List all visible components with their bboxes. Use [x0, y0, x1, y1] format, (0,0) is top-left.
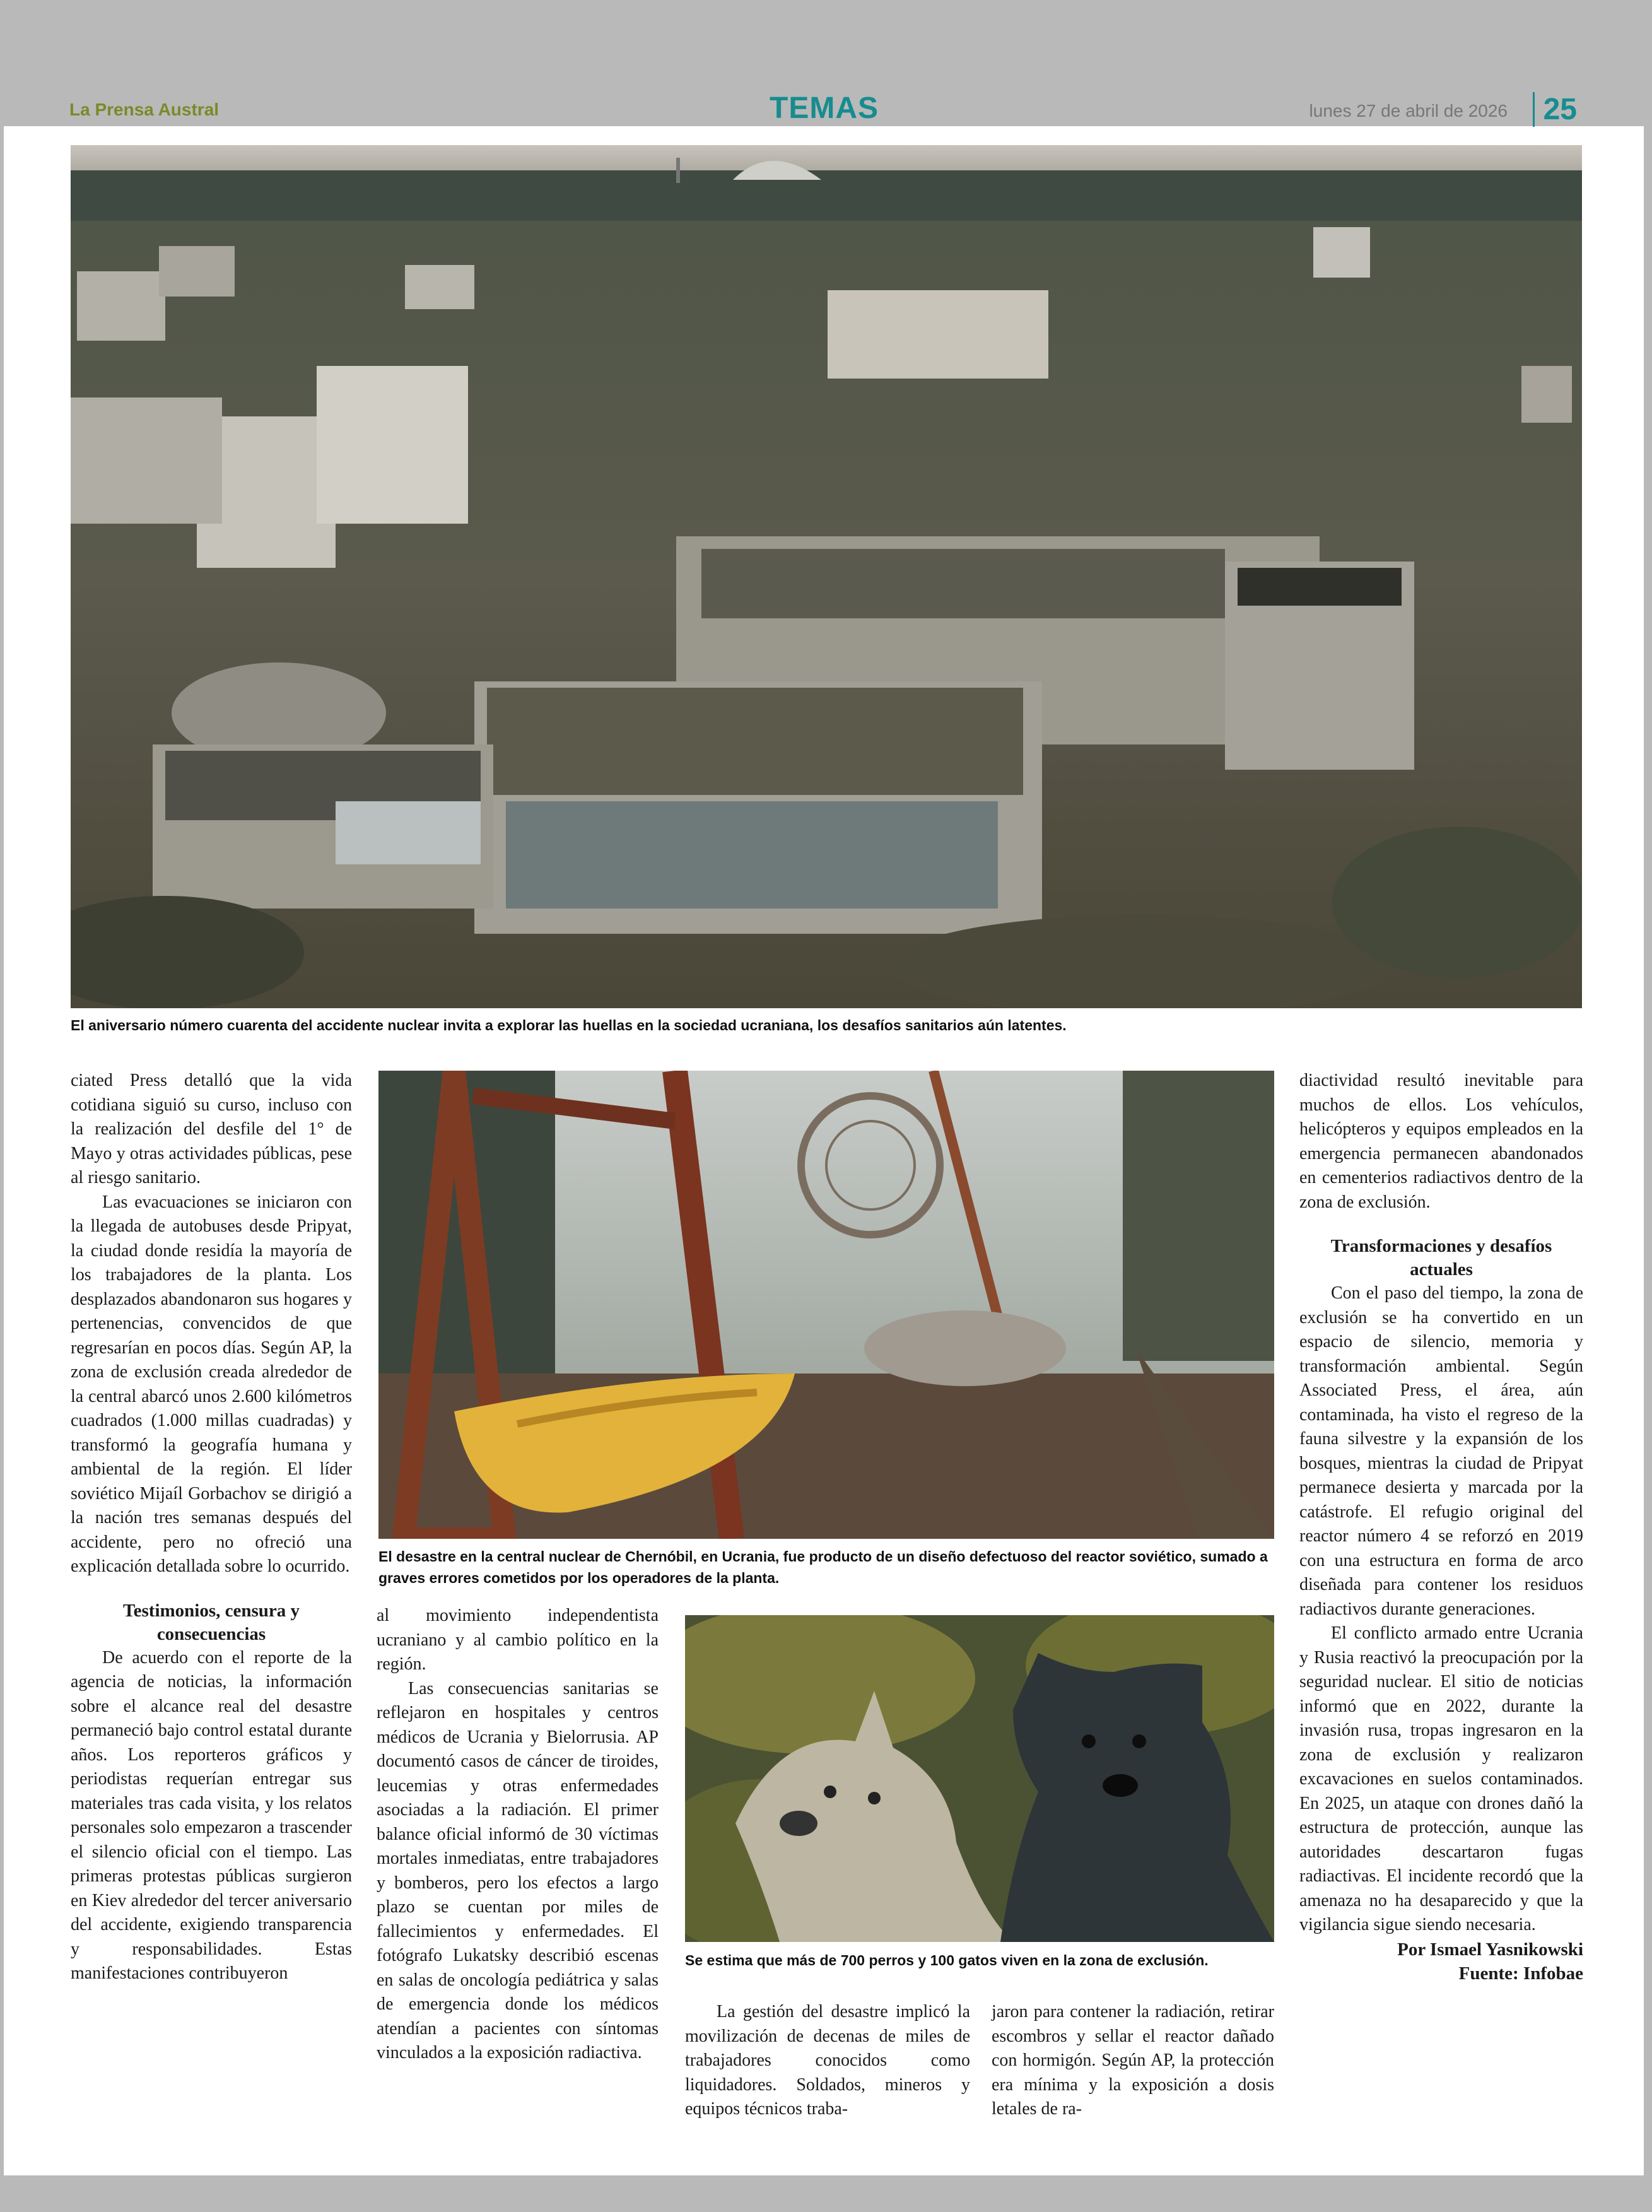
- masthead: [69, 91, 1583, 127]
- column-1: [71, 1069, 352, 1986]
- section-title: TEMAS: [770, 91, 879, 125]
- col2-paragraph-2: Las consecuencias sanitarias se reflejaron en hospitales y centros médicos de Ucrania y Bielorrusia. AP documentó casos de cáncer de tiroides, leucemias y otras enfermedades asociadas a la radiación. El primer balance oficial informó de 30 víctimas mortales inmediatas, entre trabajadores y bomberos, pero los efectos a largo plazo se cuentan por miles de fallecimientos y enfermedades. El fotógrafo Lukatsky describió escenas en salas de oncología pediátrica y salas de emergencia donde los médicos atendían a pacientes con síntomas vinculados a la exposición radiactiva.: [377, 1678, 659, 2062]
- col1-paragraph-2: Las evacuaciones se iniciaron con la llegada de autobuses desde Pripyat, la ciudad donde residía la mayoría de los trabajadores de la planta. Los desplazados abandonaron sus hogares y pertenencias, convencidos de que regresarían en pocos días. Según AP, la zona de exclusión creada alrededor de la central abarcó unos 2.600 kilómetros cuadrados (1.000 millas cuadradas) y transformó la geografía humana y ambiental de la región. El líder soviético Mijaíl Gorbachov se dirigió a la nación tres semanas después del accidente, pero no ofreció una explicación detallada sobre lo ocurrido.: [71, 1192, 352, 1576]
- column-2: [377, 1604, 659, 2066]
- newspaper-brand: La Prensa Austral: [69, 100, 220, 119]
- hero-caption: El aniversario número cuarenta del accidente nuclear invita a explorar las huellas en la sociedad ucraniana, los desafíos sanitarios aún latentes.: [71, 1017, 1067, 1033]
- subheading-transformaciones: Transformaciones y desafíos actuales: [1330, 1236, 1552, 1280]
- page-number: 25: [1533, 92, 1577, 127]
- column-5: [1299, 1069, 1583, 1986]
- col2-paragraph-1: al movimiento independentista ucraniano y al cambio político en la región.: [377, 1606, 659, 1674]
- byline: Por Ismael Yasnikowski: [1397, 1939, 1583, 1960]
- hero-photo-aerial-city: [71, 145, 1582, 1008]
- col1-paragraph-3: De acuerdo con el reporte de la agencia de noticias, la información sobre el alcance real del desastre permaneció bajo control estatal durante años. Los reporteros gráficos y periodistas requerían entregar sus materiales tras cada visita, y los relatos personales solo empezaron a trascender el silencio oficial con el tiempo. Las primeras protestas públicas surgieron en Kiev alrededor del tercer aniversario del accidente, exigiendo transparencia y responsabilidades. Estas manifestaciones contribuyeron: [71, 1647, 352, 1983]
- col3-paragraph-1: La gestión del desastre implicó la movilización de decenas de miles de trabajadores conocidos como liquidadores. Soldados, mineros y equipos técnicos traba-: [685, 2002, 970, 2119]
- photo2-caption: El desastre en la central nuclear de Chernóbil, en Ucrania, fue producto de un diseño defectuoso del reactor soviético, sumado a graves errores cometidos por los operadores de la planta.: [378, 1548, 1268, 1586]
- photo-amusement-park: [378, 1071, 1274, 1539]
- col5-paragraph-2: Con el paso del tiempo, la zona de exclusión se ha convertido en un espacio de silencio, memoria y transformación ambiental. Según Associated Press, el área, aún contaminada, ha visto el regreso de la fauna silvestre y la expansión de los bosques, mientras la ciudad de Pripyat permanece desierta y marcada por la catástrofe. El refugio original del reactor número 4 se reforzó en 2019 con una estructura en forma de arco diseñada para contener los residuos radiactivos durante generaciones.: [1299, 1283, 1583, 1619]
- col4-paragraph-1: jaron para contener la radiación, retirar escombros y sellar el reactor dañado con hormigón. Según AP, la protección era mínima y la exposición a dosis letales de ra-: [992, 2002, 1274, 2119]
- photo3-caption: Se estima que más de 700 perros y 100 gatos viven en la zona de exclusión.: [685, 1952, 1209, 1968]
- photo-dogs: [685, 1615, 1274, 1942]
- source-credit: Fuente: Infobae: [1458, 1963, 1583, 1984]
- col5-paragraph-1: diactividad resultó inevitable para muchos de ellos. Los vehículos, helicópteros y equipos empleados en la emergencia permanecen abandonados en cementerios radiactivos dentro de la zona de exclusión.: [1299, 1071, 1583, 1212]
- dateline: lunes 27 de abril de 2026: [1309, 101, 1508, 121]
- subheading-testimonios: Testimonios, censura y consecuencias: [122, 1600, 300, 1644]
- column-4: [992, 2000, 1274, 2122]
- column-3: [685, 2000, 970, 2122]
- col1-paragraph-1: ciated Press detalló que la vida cotidiana siguió su curso, incluso con la realización del desfile del 1° de Mayo y otras actividades públicas, pese al riesgo sanitario.: [71, 1071, 352, 1187]
- col5-paragraph-3: El conflicto armado entre Ucrania y Rusia reactivó la preocupación por la seguridad nuclear. El sitio de noticias informó que en 2022, durante la invasión rusa, tropas ingresaron en la zona de exclusión y realizaron excavaciones en suelos contaminados. En 2025, un ataque con drones dañó la estructura de protección, aunque las autoridades descartaron fugas radiactivas. El incidente recordó que la amenaza no ha desaparecido y que la vigilancia sigue siendo necesaria.: [1299, 1623, 1583, 1934]
